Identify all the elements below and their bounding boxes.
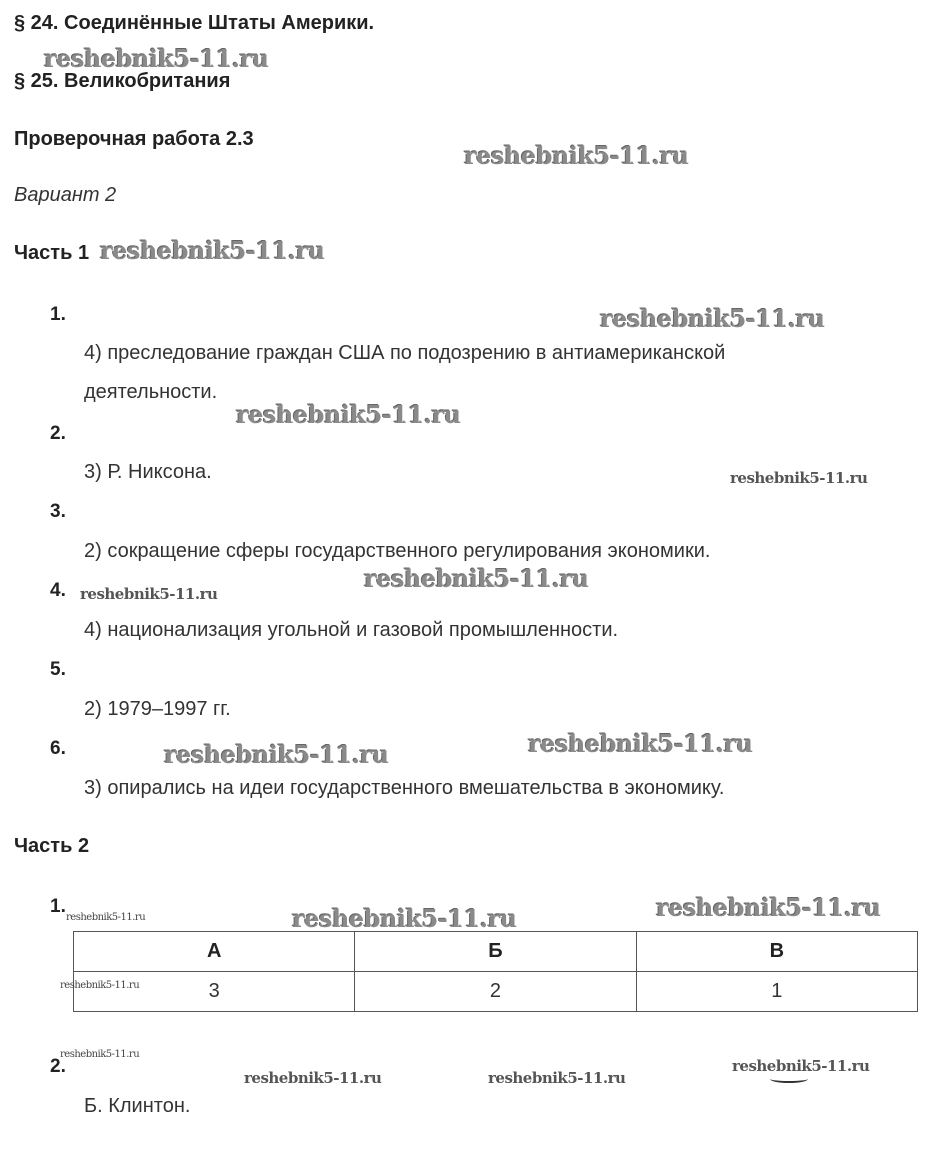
watermark: reshebnik5-11.ru <box>60 980 140 991</box>
watermark: reshebnik5-11.ru <box>66 912 146 923</box>
answer-text: 3) опирались на идеи государственного вмешательства в экономику. <box>84 777 725 799</box>
answer-text: 2) 1979–1997 гг. <box>84 698 231 720</box>
table-header-cell: В <box>636 932 917 972</box>
answer-text: 2) сокращение сферы государственного регулирования экономики. <box>84 540 711 562</box>
table-header-row <box>74 932 918 972</box>
part-1-heading: Часть 1 <box>14 242 90 264</box>
answer-text: 3) Р. Никсона. <box>84 461 212 483</box>
question-number: 2. <box>50 423 66 444</box>
watermark: reshebnik5-11.ru <box>528 729 753 758</box>
watermark: reshebnik5-11.ru <box>164 740 389 769</box>
table-cell: 3 <box>74 972 355 1012</box>
question-number: 6. <box>50 738 66 759</box>
question-number: 5. <box>50 659 66 680</box>
question-number: 3. <box>50 501 66 522</box>
test-work-title: Проверочная работа 2.3 <box>14 128 254 150</box>
section-25-heading: § 25. Великобритания <box>14 70 231 92</box>
watermark: reshebnik5-11.ru <box>600 304 825 333</box>
watermark: reshebnik5-11.ru <box>732 1057 870 1075</box>
watermark: reshebnik5-11.ru <box>730 469 868 487</box>
watermark: reshebnik5-11.ru <box>44 44 269 73</box>
variant-label: Вариант 2 <box>14 184 117 206</box>
answer-text: 4) преследование граждан США по подозрению в антиамериканской <box>84 342 726 364</box>
question-number: 1. <box>50 896 66 917</box>
table-header-cell: Б <box>355 932 636 972</box>
table-header-cell: А <box>74 932 355 972</box>
question-number: 4. <box>50 580 66 601</box>
watermark: reshebnik5-11.ru <box>80 585 218 603</box>
watermark: reshebnik5-11.ru <box>364 564 589 593</box>
answer-text: 4) национализация угольной и газовой промышленности. <box>84 619 619 641</box>
part-2-heading: Часть 2 <box>14 835 90 857</box>
watermark: reshebnik5-11.ru <box>464 141 689 170</box>
watermark: reshebnik5-11.ru <box>60 1049 140 1060</box>
watermark: reshebnik5-11.ru <box>656 893 881 922</box>
table-cell: 2 <box>355 972 636 1012</box>
watermark: reshebnik5-11.ru <box>100 236 325 265</box>
answer-text-continued: деятельности. <box>84 381 218 403</box>
table-cell: 1 <box>636 972 917 1012</box>
watermark: reshebnik5-11.ru <box>244 1069 382 1087</box>
watermark: reshebnik5-11.ru <box>292 904 517 933</box>
watermark: reshebnik5-11.ru <box>488 1069 626 1087</box>
watermark: reshebnik5-11.ru <box>236 400 461 429</box>
table-row <box>74 972 918 1012</box>
question-number: 1. <box>50 304 66 325</box>
section-24-heading: § 24. Соединённые Штаты Америки. <box>14 12 375 34</box>
answer-text: Б. Клинтон. <box>84 1095 191 1117</box>
question-number: 2. <box>50 1056 66 1077</box>
answer-table <box>73 931 918 1012</box>
pen-mark <box>770 1075 808 1083</box>
